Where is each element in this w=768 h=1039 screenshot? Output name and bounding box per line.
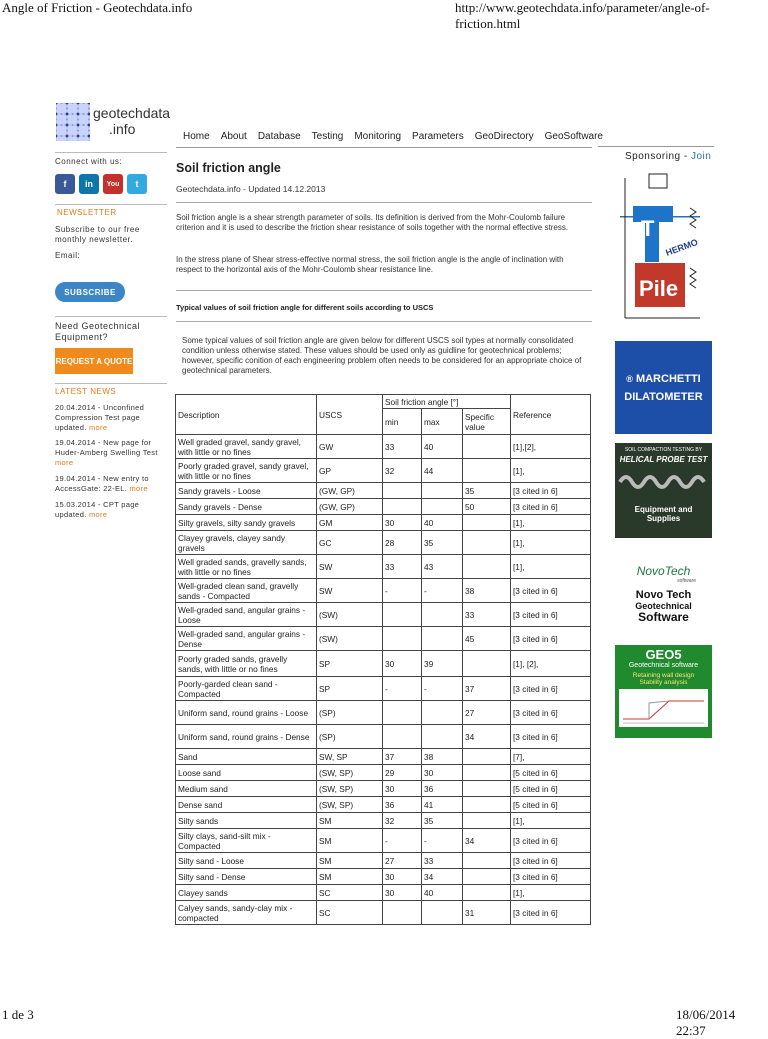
page-number: 1 de 3: [2, 1007, 34, 1022]
cell-max: [422, 901, 463, 925]
cell-uscs: SW, SP: [317, 749, 383, 765]
cell-specific: 33: [463, 603, 511, 627]
cell-reference: [3 cited in 6]: [511, 483, 591, 499]
cell-min: 29: [383, 765, 422, 781]
marchetti-ad[interactable]: [615, 341, 712, 434]
cell-uscs: SM: [317, 869, 383, 885]
cell-min: 32: [383, 459, 422, 483]
nav-monitoring[interactable]: Monitoring: [354, 131, 402, 142]
cell-min: 33: [383, 435, 422, 459]
header-description: Description: [176, 395, 317, 435]
cell-uscs: SP: [317, 677, 383, 701]
cell-min: 33: [383, 555, 422, 579]
thermopile-t: T: [641, 216, 655, 241]
newsletter-text: Subscribe to our free monthly newsletter.: [55, 225, 140, 244]
cell-max: 30: [422, 765, 463, 781]
definition-paragraph: In the stress plane of Shear stress-effective normal stress, the soil friction angle is the angle of inclination with respect to the horizontal axis of the Mohr-Coulomb shear resistance line.: [176, 255, 564, 274]
updated-date: Geotechdata.info - Updated 14.12.2013: [176, 184, 326, 194]
cell-specific: [463, 781, 511, 797]
cell-uscs: SP: [317, 651, 383, 677]
document-title: Angle of Friction - Geotechdata.info: [2, 0, 193, 15]
geo5-ad[interactable]: [615, 645, 712, 738]
cell-reference: [3 cited in 6]: [511, 725, 591, 749]
cell-max: 44: [422, 459, 463, 483]
marchetti-line2: DILATOMETER: [624, 390, 703, 403]
cell-max: [422, 483, 463, 499]
cell-description: Uniform sand, round grains - Dense: [176, 725, 317, 749]
cell-description: Poorly-garded clean sand - Compacted: [176, 677, 317, 701]
cell-description: Sand: [176, 749, 317, 765]
page-url[interactable]: http://www.geotechdata.info/parameter/angle-of-friction.html: [455, 0, 710, 31]
cell-description: Sandy gravels - Dense: [176, 499, 317, 515]
cell-reference: [1],[2],: [511, 435, 591, 459]
cell-min: [383, 725, 422, 749]
cell-specific: 38: [463, 579, 511, 603]
sidebar-divider: [55, 204, 167, 205]
cell-description: Silty clays, sand-silt mix - Compacted: [176, 829, 317, 853]
cell-uscs: GW: [317, 435, 383, 459]
cell-specific: [463, 749, 511, 765]
table-row: [176, 829, 591, 853]
cell-min: 37: [383, 749, 422, 765]
logo-text-line1: geotechdata: [93, 105, 171, 121]
cell-specific: [463, 885, 511, 901]
cell-description: Well graded sands, gravelly sands, with little or no fines: [176, 555, 317, 579]
header-reference: Reference: [511, 395, 591, 435]
table-row: [176, 781, 591, 797]
linkedin-icon[interactable]: in: [79, 174, 99, 194]
content-divider: [176, 321, 592, 322]
cell-specific: [463, 765, 511, 781]
cell-uscs: SM: [317, 853, 383, 869]
helical-subtitle: Equipment and Supplies: [634, 505, 693, 523]
cell-reference: [1],: [511, 813, 591, 829]
cell-max: [422, 603, 463, 627]
cell-min: 30: [383, 781, 422, 797]
cell-uscs: (SW): [317, 603, 383, 627]
cell-max: 41: [422, 797, 463, 813]
cell-specific: 31: [463, 901, 511, 925]
cell-specific: [463, 869, 511, 885]
cell-reference: [3 cited in 6]: [511, 499, 591, 515]
table-row: [176, 885, 591, 901]
cell-reference: [7],: [511, 749, 591, 765]
cell-description: Well-graded sand, angular grains - Dense: [176, 627, 317, 651]
sponsor-divider: [598, 146, 714, 147]
cell-specific: 34: [463, 829, 511, 853]
novotech-line3: Software: [638, 610, 689, 624]
cell-max: -: [422, 677, 463, 701]
cell-uscs: SM: [317, 813, 383, 829]
table-row: [176, 579, 591, 603]
table-row: [176, 435, 591, 459]
cell-uscs: SC: [317, 885, 383, 901]
sidebar-divider: [55, 152, 167, 153]
cell-description: Clayey sands: [176, 885, 317, 901]
news-more-link[interactable]: more: [55, 458, 74, 467]
logo-mark-icon: [56, 103, 90, 141]
news-more-link[interactable]: more: [129, 484, 148, 493]
table-row: [176, 749, 591, 765]
cell-min: [383, 499, 422, 515]
cell-reference: [3 cited in 6]: [511, 579, 591, 603]
request-quote-button[interactable]: REQUEST A QUOTE: [55, 348, 133, 374]
cell-description: Sandy gravels - Loose: [176, 483, 317, 499]
cell-description: Well-graded clean sand, gravelly sands - Compacted: [176, 579, 317, 603]
nav-parameters[interactable]: Parameters: [412, 131, 464, 142]
cell-reference: [3 cited in 6]: [511, 627, 591, 651]
header-min: min: [383, 409, 422, 435]
cell-min: 36: [383, 797, 422, 813]
table-row: [176, 555, 591, 579]
cell-reference: [3 cited in 6]: [511, 829, 591, 853]
cell-description: Silty gravels, silty sandy gravels: [176, 515, 317, 531]
site-logo[interactable]: [56, 103, 171, 141]
novotech-line2: Geotechnical: [635, 601, 692, 611]
table-row: [176, 765, 591, 781]
cell-uscs: SW: [317, 555, 383, 579]
content-divider: [176, 290, 592, 291]
cell-reference: [1],: [511, 515, 591, 531]
cell-uscs: SW: [317, 579, 383, 603]
cell-reference: [1],: [511, 885, 591, 901]
cell-uscs: (SW, SP): [317, 765, 383, 781]
table-row: [176, 853, 591, 869]
table-intro-paragraph: Some typical values of soil friction angle are given below for different USCS soil types at normally consolidated condition unless otherwise stated. These values should be used only as guidline for geotechnical problems; however, specific conition of each engineering problem often needs to be considered for an appropriate choice of geotechnical parameters.: [182, 336, 582, 375]
table-row: [176, 869, 591, 885]
cell-min: [383, 701, 422, 725]
cell-specific: [463, 555, 511, 579]
novotech-ad[interactable]: [615, 544, 712, 641]
need-equipment-heading: Need Geotechnical Equipment?: [55, 321, 141, 342]
cell-max: [422, 725, 463, 749]
cell-max: 39: [422, 651, 463, 677]
cell-reference: [3 cited in 6]: [511, 869, 591, 885]
cell-description: Silty sands: [176, 813, 317, 829]
latest-news-label: LATEST NEWS: [55, 387, 117, 396]
main-nav: [183, 131, 614, 142]
news-more-link[interactable]: more: [89, 423, 108, 432]
cell-min: 27: [383, 853, 422, 869]
cell-min: [383, 603, 422, 627]
cell-specific: 27: [463, 701, 511, 725]
cell-reference: [1],: [511, 555, 591, 579]
news-more-link[interactable]: more: [89, 510, 108, 519]
thermopile-ad[interactable]: [615, 168, 712, 328]
cell-uscs: GM: [317, 515, 383, 531]
cell-min: [383, 483, 422, 499]
cell-min: 30: [383, 885, 422, 901]
cell-reference: [3 cited in 6]: [511, 901, 591, 925]
intro-paragraph: Soil friction angle is a shear strength parameter of soils. Its definition is derived from the Mohr-Coulomb failure criterion and it is used to describe the friction shear resistance of soils together with the normal effective stress.: [176, 213, 569, 232]
novotech-logo: NovoTech: [636, 564, 691, 578]
geo5-line2: Stability analysis: [639, 679, 688, 686]
cell-min: 32: [383, 813, 422, 829]
cell-reference: [5 cited in 6]: [511, 797, 591, 813]
sponsoring-label: Sponsoring - Join: [625, 151, 712, 162]
cell-min: [383, 901, 422, 925]
cell-max: 43: [422, 555, 463, 579]
news-item: 20.04.2014 - Unconfined Compression Test page updated. more: [55, 403, 145, 432]
helical-probe-graphic: [615, 464, 712, 500]
cell-max: -: [422, 829, 463, 853]
page-title: Soil friction angle: [176, 161, 281, 175]
cell-max: 35: [422, 531, 463, 555]
cell-uscs: (SP): [317, 725, 383, 749]
novotech-logo-sub: software: [677, 578, 696, 584]
twitter-icon[interactable]: t: [127, 174, 147, 194]
cell-max: 35: [422, 813, 463, 829]
newsletter-label: NEWSLETTER: [57, 208, 117, 217]
table-row: [176, 651, 591, 677]
cell-min: -: [383, 677, 422, 701]
table-row: [176, 701, 591, 725]
cell-specific: [463, 435, 511, 459]
helical-probe-ad[interactable]: [615, 443, 712, 538]
table-row: [176, 627, 591, 651]
cell-description: Silty sand - Dense: [176, 869, 317, 885]
cell-specific: [463, 515, 511, 531]
cell-specific: 34: [463, 725, 511, 749]
cell-uscs: (SW): [317, 627, 383, 651]
facebook-icon[interactable]: f: [55, 174, 75, 194]
cell-min: 28: [383, 531, 422, 555]
cell-reference: [1],: [511, 531, 591, 555]
news-item: 19.04.2014 - New page for Huder-Amberg Swelling Test more: [55, 438, 158, 467]
nav-about[interactable]: About: [220, 131, 247, 142]
cell-reference: [3 cited in 6]: [511, 677, 591, 701]
cell-max: 38: [422, 749, 463, 765]
cell-description: Silty sand - Loose: [176, 853, 317, 869]
nav-testing[interactable]: Testing: [311, 131, 344, 142]
cell-max: [422, 499, 463, 515]
cell-description: Poorly graded sands, gravelly sands, with little or no fines: [176, 651, 317, 677]
connect-label: Connect with us:: [55, 157, 123, 166]
cell-specific: 45: [463, 627, 511, 651]
print-timestamp: 18/06/2014 22:37: [676, 1007, 736, 1038]
cell-uscs: (SP): [317, 701, 383, 725]
subscribe-button[interactable]: SUBSCRIBE: [55, 282, 125, 302]
cell-description: Calyey sands, sandy-clay mix - compacted: [176, 901, 317, 925]
cell-description: Dense sand: [176, 797, 317, 813]
table-row: [176, 459, 591, 483]
cell-description: Uniform sand, round grains - Loose: [176, 701, 317, 725]
friction-angle-table: [175, 394, 591, 925]
cell-specific: 37: [463, 677, 511, 701]
marchetti-line1: MARCHETTI: [635, 372, 701, 385]
cell-reference: [3 cited in 6]: [511, 853, 591, 869]
header-max: max: [422, 409, 463, 435]
table-row: [176, 677, 591, 701]
cell-min: [383, 627, 422, 651]
table-row: [176, 797, 591, 813]
cell-uscs: (GW, GP): [317, 499, 383, 515]
cell-specific: [463, 813, 511, 829]
news-item: 19.04.2014 - New entry to AccessGate: 22-EL. more: [55, 474, 149, 493]
join-link[interactable]: Join: [690, 151, 712, 162]
cell-description: Well-graded sand, angular grains - Loose: [176, 603, 317, 627]
nav-geosoftware[interactable]: GeoSoftware: [544, 131, 603, 142]
sidebar-divider: [55, 316, 167, 317]
cell-specific: [463, 797, 511, 813]
cell-description: Well graded gravel, sandy gravel, with little or no fines: [176, 435, 317, 459]
cell-min: -: [383, 829, 422, 853]
cell-specific: [463, 651, 511, 677]
helical-title: HELICAL PROBE TEST: [619, 455, 708, 464]
geo5-line1: Retaining wall design: [632, 672, 695, 679]
table-row: [176, 603, 591, 627]
header-uscs: USCS: [317, 395, 383, 435]
geo5-subtitle: Geotechnical software: [628, 662, 699, 669]
section-heading: Typical values of soil friction angle for different soils according to USCS: [176, 303, 434, 312]
cell-uscs: (SW, SP): [317, 797, 383, 813]
table-row: [176, 499, 591, 515]
cell-max: 40: [422, 515, 463, 531]
social-links: [55, 174, 147, 194]
cell-max: [422, 701, 463, 725]
cell-description: Clayey gravels, clayey sandy gravels: [176, 531, 317, 555]
nav-database[interactable]: Database: [257, 131, 301, 142]
table-row: [176, 483, 591, 499]
cell-specific: 35: [463, 483, 511, 499]
helical-small-text: SOIL COMPACTION TESTING BY: [624, 447, 703, 453]
cell-uscs: GP: [317, 459, 383, 483]
cell-min: 30: [383, 515, 422, 531]
registered-icon: ®: [626, 373, 633, 384]
email-label: Email:: [55, 251, 81, 260]
cell-max: [422, 627, 463, 651]
table-row: [176, 531, 591, 555]
youtube-icon[interactable]: You: [103, 174, 123, 194]
cell-uscs: GC: [317, 531, 383, 555]
cell-min: 30: [383, 651, 422, 677]
cell-min: 30: [383, 869, 422, 885]
cell-specific: [463, 531, 511, 555]
thermopile-hermo: HERMO: [664, 237, 700, 258]
cell-uscs: (GW, GP): [317, 483, 383, 499]
cell-reference: [5 cited in 6]: [511, 781, 591, 797]
sidebar-divider: [55, 383, 167, 384]
thermopile-pile: Pile: [639, 276, 679, 301]
cell-specific: [463, 459, 511, 483]
cell-uscs: SM: [317, 829, 383, 853]
cell-reference: [3 cited in 6]: [511, 701, 591, 725]
cell-max: -: [422, 579, 463, 603]
cell-reference: [3 cited in 6]: [511, 603, 591, 627]
cell-specific: [463, 853, 511, 869]
cell-description: Poorly graded gravel, sandy gravel, with little or no fines: [176, 459, 317, 483]
content-divider: [176, 202, 592, 203]
cell-reference: [5 cited in 6]: [511, 765, 591, 781]
nav-home[interactable]: Home: [183, 131, 210, 142]
cell-reference: [1],: [511, 459, 591, 483]
novotech-line1: Novo Tech: [635, 589, 692, 601]
thermopile-graphic: [615, 168, 712, 328]
news-item: 15.03.2014 - CPT page updated. more: [55, 500, 140, 519]
logo-text-line2: .info: [109, 121, 136, 137]
cell-specific: 50: [463, 499, 511, 515]
table-row: [176, 901, 591, 925]
cell-uscs: SC: [317, 901, 383, 925]
nav-geodirectory[interactable]: GeoDirectory: [474, 131, 534, 142]
cell-max: 33: [422, 853, 463, 869]
geo5-preview-image: [619, 689, 708, 727]
table-row: [176, 515, 591, 531]
cell-max: 40: [422, 435, 463, 459]
cell-min: -: [383, 579, 422, 603]
cell-max: 36: [422, 781, 463, 797]
table-row: [176, 813, 591, 829]
cell-uscs: (SW, SP): [317, 781, 383, 797]
geo5-title: GEO5: [645, 647, 682, 662]
cell-max: 40: [422, 885, 463, 901]
header-friction-angle: Soil friction angle [°]: [383, 395, 511, 409]
cell-max: 34: [422, 869, 463, 885]
nav-divider: [176, 147, 592, 148]
table-row: [176, 725, 591, 749]
header-specific: Specific value: [463, 409, 511, 435]
cell-reference: [1], [2],: [511, 651, 591, 677]
cell-description: Medium sand: [176, 781, 317, 797]
cell-description: Loose sand: [176, 765, 317, 781]
